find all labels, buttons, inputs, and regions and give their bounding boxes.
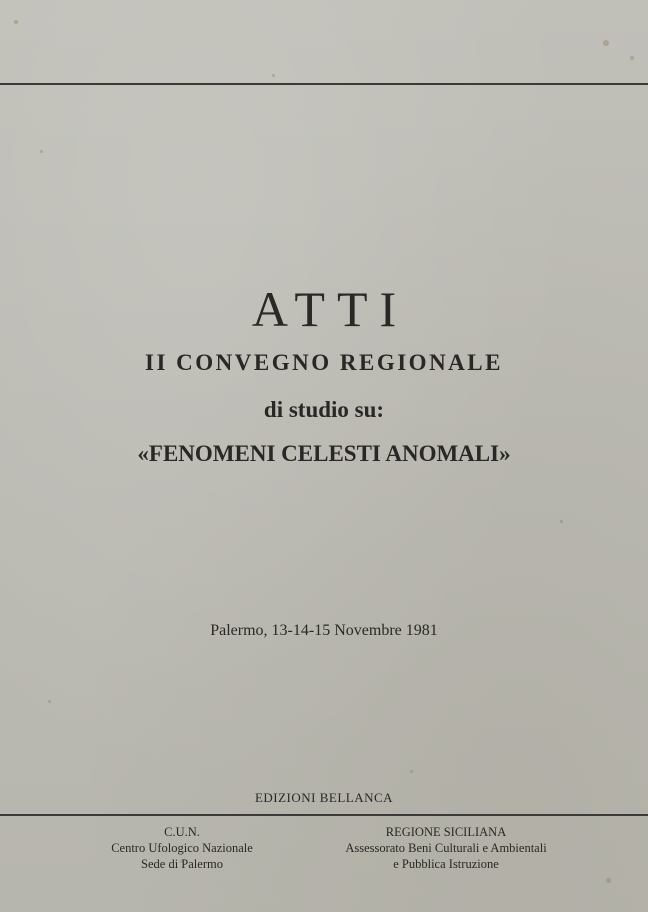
publisher-name: EDIZIONI BELLANCA — [254, 790, 394, 805]
footer-right-line-1: REGIONE SICILIANA — [385, 825, 507, 839]
footer-left-block — [92, 824, 272, 872]
footer-left-line-3: Sede di Palermo — [141, 857, 223, 871]
paper-speck — [606, 878, 611, 883]
paper-speck — [272, 74, 275, 77]
bottom-rule — [0, 814, 648, 816]
paper-speck — [410, 770, 413, 773]
paper-speck — [630, 56, 634, 60]
footer-left-line-2: Centro Ufologico Nazionale — [111, 841, 253, 855]
paper-speck — [48, 700, 51, 703]
cover-title: ATTI — [251, 281, 409, 337]
top-rule — [0, 83, 648, 85]
paper-speck — [603, 40, 609, 46]
footer-right-line-2: Assessorato Beni Culturali e Ambientali — [345, 841, 547, 855]
cover-date-place: Palermo, 13-14-15 Novembre 1981 — [210, 622, 438, 639]
cover-subtitle: II CONVEGNO REGIONALE — [145, 350, 503, 375]
paper-speck — [14, 20, 18, 24]
paper-speck — [40, 150, 43, 153]
footer-left-line-1: C.U.N. — [164, 825, 200, 839]
cover-subtitle-2: di studio su: — [263, 397, 385, 422]
footer-right-block — [326, 824, 566, 872]
footer-right-line-3: e Pubblica Istruzione — [393, 857, 499, 871]
paper-speck — [560, 520, 563, 523]
cover-topic: «FENOMENI CELESTI ANOMALI» — [137, 441, 511, 466]
